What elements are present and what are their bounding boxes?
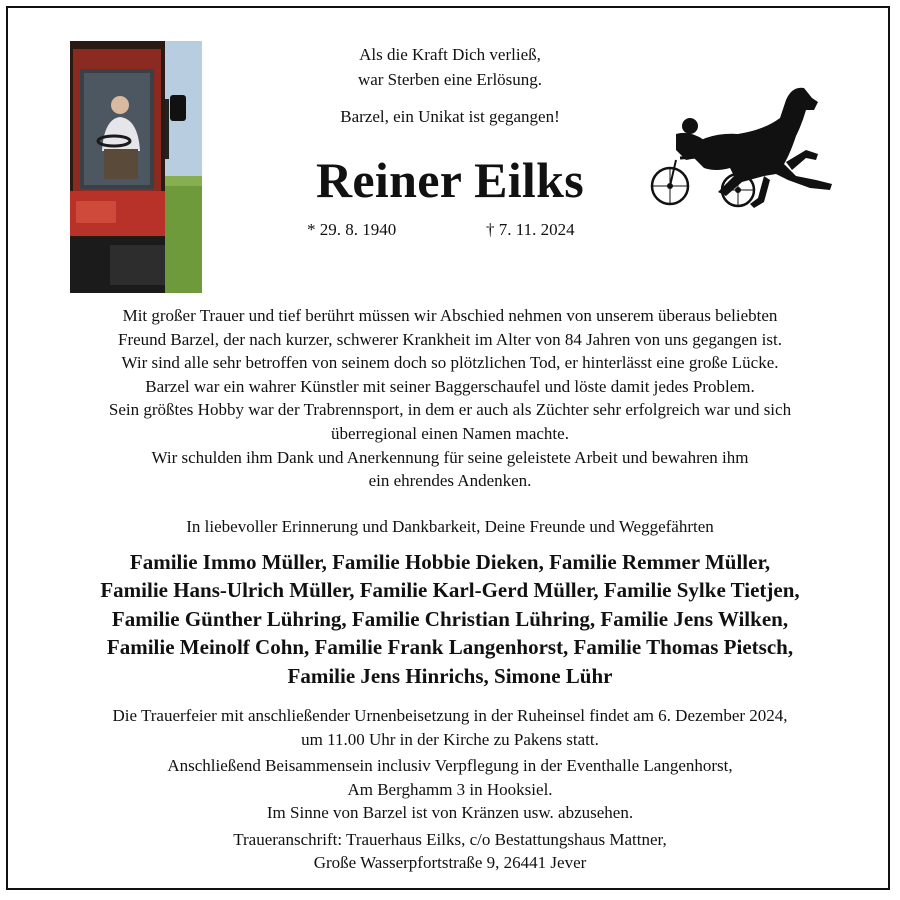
- body-line: Freund Barzel, der nach kurzer, schwerer Krankheit im Alter von 84 Jahren von uns gegangen ist.: [118, 329, 782, 349]
- obituary-text: [0, 304, 900, 493]
- service-line: um 11.00 Uhr in der Kirche zu Pakens statt.: [301, 729, 599, 749]
- mourners-list: [0, 548, 900, 690]
- funeral-details: [0, 704, 900, 875]
- service-line: Im Sinne von Barzel ist von Kränzen usw. abzusehen.: [266, 803, 634, 822]
- subtitle: Barzel, ein Unikat ist gegangen!: [340, 107, 560, 126]
- birth-date: * 29. 8. 1940: [307, 220, 397, 239]
- body-line: Wir schulden ihm Dank und Anerkennung für seine geleistete Arbeit und bewahren ihm: [151, 447, 749, 467]
- service-line: Traueranschrift: Trauerhaus Eilks, c/o Bestattungshaus Mattner,: [233, 829, 667, 849]
- quote-line-2: war Sterben eine Erlösung.: [357, 70, 543, 89]
- service-line: Anschließend Beisammensein inclusiv Verpflegung in der Eventhalle Langenhorst,: [167, 756, 733, 775]
- service-line: Die Trauerfeier mit anschließender Urnenbeisetzung in der Ruheinsel findet am 6. Dezember 2024,: [112, 706, 788, 725]
- family-line: Familie Meinolf Cohn, Familie Frank Langenhorst, Familie Thomas Pietsch,: [106, 635, 794, 660]
- quote-line-1: Als die Kraft Dich verließ,: [359, 45, 541, 64]
- body-line: überregional einen Namen machte.: [331, 423, 569, 443]
- family-line: Familie Jens Hinrichs, Simone Lühr: [287, 663, 613, 688]
- family-line: Familie Immo Müller, Familie Hobbie Dieken, Familie Remmer Müller,: [129, 550, 771, 574]
- body-line: Wir sind alle sehr betroffen von seinem doch so plötzlichen Tod, er hinterlässt eine große Lücke.: [121, 353, 779, 373]
- family-line: Familie Hans-Ulrich Müller, Familie Karl-Gerd Müller, Familie Sylke Tietjen,: [100, 578, 800, 603]
- service-line: Am Berghamm 3 in Hooksiel.: [347, 779, 553, 799]
- body-line: ein ehrendes Andenken.: [368, 471, 532, 491]
- body-line: Barzel war ein wahrer Künstler mit seiner Baggerschaufel und löste damit jedes Problem.: [145, 376, 755, 396]
- harness-racing-icon: [646, 80, 840, 216]
- family-line: Familie Günther Lühring, Familie Christian Lühring, Familie Jens Wilken,: [111, 606, 789, 631]
- service-line: Große Wasserpfortstraße 9, 26441 Jever: [313, 853, 587, 872]
- dedication-line: In liebevoller Erinnerung und Dankbarkeit, Deine Freunde und Weggefährten: [186, 517, 714, 536]
- deceased-name: Reiner Eilks: [316, 152, 584, 208]
- body-line: Sein größtes Hobby war der Trabrennsport, in dem er auch als Züchter sehr erfolgreich war und sich: [108, 400, 792, 420]
- death-date: † 7. 11. 2024: [486, 220, 575, 239]
- body-line: Mit großer Trauer und tief berührt müssen wir Abschied nehmen von unserem überaus beliebten: [122, 306, 778, 325]
